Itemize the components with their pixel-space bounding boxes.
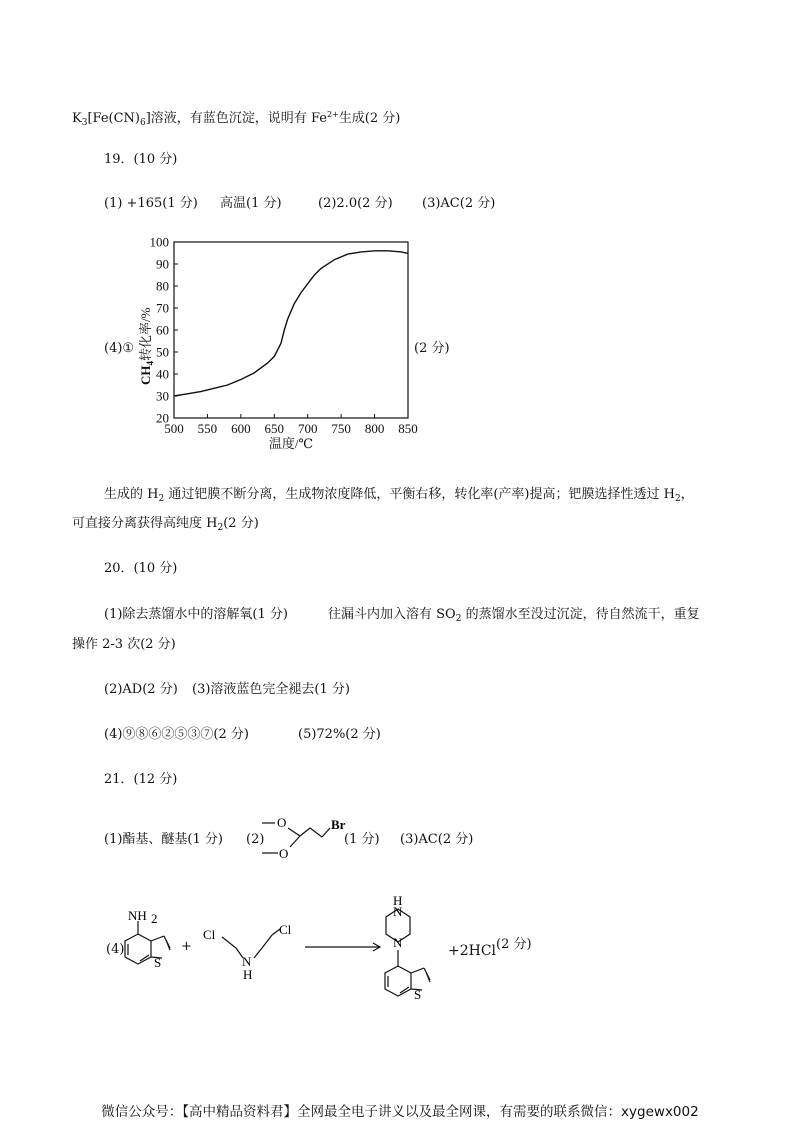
y-axis-label: $CH_4$转化率/% [138, 307, 155, 385]
x-tick-label: 600 [231, 421, 251, 436]
x-tick-label: 800 [364, 421, 385, 436]
q19-explanation-line2: 可直接分离获得高纯度 $H_2(2$ 分) [72, 516, 259, 533]
footer-notice: 微信公众号：【高中精品资料君】全网最全电子讲义以及最全网课，有需要的联系微信：xygewx002 [101, 1104, 699, 1120]
q20-part5: (5)72%(2 分) [298, 727, 381, 742]
q19-part2: (2)2.0(2 分) [318, 196, 393, 211]
q21-header: 21．(12 分) [104, 772, 178, 787]
plus-sign: + [181, 939, 192, 954]
q20-part3: (3)溶液蓝色完全褪去(1 分) [192, 682, 350, 697]
x-tick-label: 700 [297, 421, 318, 436]
q21-part2-label: (2) [246, 832, 265, 847]
x-tick-label: 550 [197, 421, 218, 436]
amine-subscript: 2 [151, 911, 158, 926]
q19-part1: (1) +165(1 分) [104, 196, 198, 211]
x-tick-label: 500 [164, 421, 184, 436]
y-tick-label: 60 [156, 322, 169, 338]
q21-part1: (1)酯基、醚基(1 分) [104, 832, 223, 847]
q21-part4-score: (2 分) [496, 937, 532, 952]
y-tick-label: 20 [156, 410, 169, 426]
q20-part1b: 往漏斗内加入溶有 $SO_2$ 的蒸馏水至没过沉淀，待自然流干，重复 [328, 607, 700, 624]
q20-header: 20．(10 分) [104, 561, 178, 576]
y-tick-label: 50 [156, 344, 169, 360]
y-tick-label: 80 [156, 278, 169, 294]
oxygen-atom-bottom: O [279, 846, 289, 861]
y-tick-label: 30 [156, 388, 169, 404]
answer-line-fe-test: $K_3[Fe(CN)_6]$溶液，有蓝色沉淀，说明有 $Fe^{2+}$生成(2 分) [72, 110, 401, 128]
q19-explanation-line1: 生成的 $H_2$ 通过钯膜不断分离，生成物浓度降低，平衡右移，转化率(产率)提高；钯膜选择性透过 $H_2$， [104, 487, 694, 504]
q21-part4-label: (4) [106, 942, 125, 957]
x-tick-label: 650 [264, 421, 285, 436]
q20-part2: (2)AD(2 分) [104, 682, 178, 697]
y-tick-label: 90 [156, 256, 169, 272]
q19-part4-score: (2 分) [414, 341, 450, 356]
q19-part3: (3)AC(2 分) [422, 196, 496, 211]
q20-part1a: (1)除去蒸馏水中的溶解氧(1 分) [104, 607, 288, 622]
nitrogen-atom-top-product: N [393, 904, 403, 919]
amine-nh-label: NH [128, 908, 147, 923]
hydrogen-atom-reactant: H [243, 967, 253, 982]
q20-part4: (4)⑨⑧⑥②⑤③⑦(2 分) [104, 727, 249, 742]
q20-part1c: 操作 2-3 次(2 分) [72, 637, 176, 652]
nitrogen-atom-reactant: N [242, 954, 252, 969]
y-tick-label: 40 [156, 366, 169, 382]
conversion-curve [174, 251, 408, 396]
bromine-atom: Br [331, 817, 346, 832]
y-tick-label: 100 [149, 234, 169, 250]
q19-part1b: 高温(1 分) [220, 196, 282, 211]
q19-header: 19．(10 分) [104, 152, 178, 167]
nitrogen-atom-bottom-product: N [393, 935, 403, 950]
x-tick-label: 850 [398, 421, 418, 436]
sulfur-atom-reactant: S [154, 955, 162, 970]
x-axis-label: 温度/℃ [268, 436, 314, 451]
sulfur-atom-product: S [414, 987, 422, 1002]
plot-frame [174, 242, 408, 418]
x-tick-label: 750 [331, 421, 351, 436]
q21-part2-score: (1 分) [344, 832, 380, 847]
chlorine-atom-right: Cl [279, 922, 292, 937]
q21-part3: (3)AC(2 分) [400, 832, 474, 847]
y-tick-label: 70 [156, 300, 169, 316]
hydrogen-atom-product: H [393, 893, 403, 908]
q19-part4-label: (4)① [104, 341, 135, 356]
chlorine-atom-left: Cl [203, 927, 216, 942]
oxygen-atom-top: O [277, 815, 287, 830]
hcl-product: +2HCl [448, 943, 497, 959]
